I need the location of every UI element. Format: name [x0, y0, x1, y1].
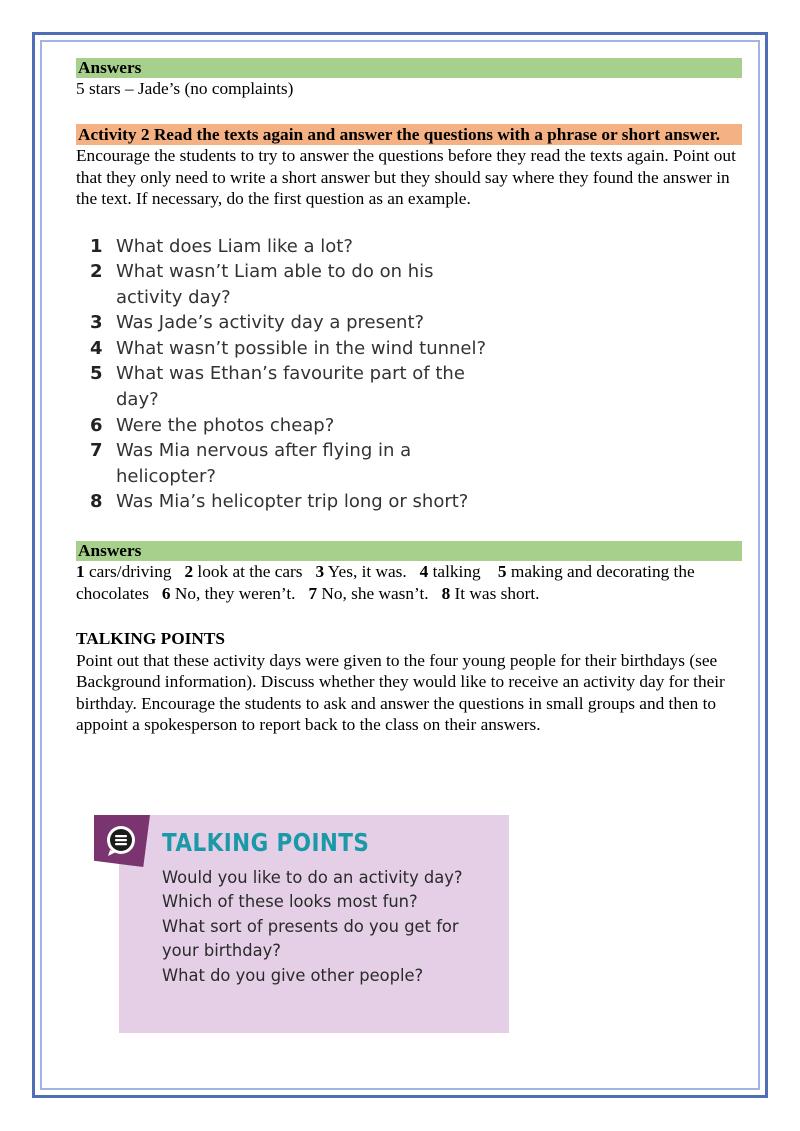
- question-item: [90, 361, 490, 412]
- speech-bubble-icon: [104, 824, 138, 858]
- question-item: [90, 489, 490, 515]
- question-text: Was Mia’s helicopter trip long or short?: [116, 491, 469, 513]
- activity-2-heading: Activity 2 Read the texts again and answer the questions with a phrase or short answer.: [76, 124, 742, 146]
- question-item: [90, 234, 490, 260]
- question-text: What wasn’t possible in the wind tunnel?: [116, 337, 487, 359]
- answers-text-2: 1 cars/driving 2 look at the cars 3 Yes, it was. 4 talking 5 making and decorating the chocolates 6 No, they weren’t. 7 No, she wasn’t. 8 It was short.: [76, 562, 700, 603]
- question-item: [90, 336, 490, 362]
- talking-points-text: Point out that these activity days were given to the four young people for their birthdays (see Background information). Discuss whether they would like to receive an activity day for their birthday. Encourage the students to ask and answer the questions in small groups and then to appoint a spokesperson to report back to the class on their answers.: [76, 650, 725, 735]
- question-text: What was Ethan’s favourite part of the day?: [116, 363, 465, 411]
- question-number: 7: [90, 440, 103, 462]
- question-text: What does Liam like a lot?: [116, 235, 353, 257]
- answers-heading-1: Answers: [76, 58, 742, 78]
- question-item: [90, 259, 490, 310]
- talking-point-item: What sort of presents do you get for your birthday?: [162, 916, 459, 962]
- question-number: 3: [90, 312, 103, 334]
- talking-point-item: Would you like to do an activity day?: [162, 868, 463, 888]
- answers-heading-2: Answers: [76, 541, 742, 561]
- question-number: 1: [90, 235, 103, 257]
- talking-points-card-title: TALKING POINTS: [162, 828, 370, 857]
- talking-points-heading: TALKING POINTS: [76, 629, 225, 649]
- question-item: [90, 310, 490, 336]
- talking-point-item: Which of these looks most fun?: [162, 892, 418, 913]
- question-text: Was Jade’s activity day a present?: [116, 312, 425, 334]
- question-text: Were the photos cheap?: [116, 414, 335, 436]
- activity-2-instructions: Encourage the students to try to answer the questions before they read the texts again. Point out that they only need to write a short answer but they should say where they found the answer in the text. If necessary, do the first question as an example.: [76, 146, 736, 208]
- question-number: 8: [90, 491, 103, 513]
- question-list: [90, 234, 490, 516]
- answers-text-1: 5 stars – Jade’s (no complaints): [76, 79, 294, 98]
- talking-point-item: What do you give other people?: [162, 965, 424, 986]
- document-content: [76, 58, 742, 736]
- talking-points-card-list: [162, 866, 502, 988]
- question-item: [90, 413, 490, 439]
- question-number: 4: [90, 337, 103, 359]
- question-number: 6: [90, 414, 103, 436]
- question-text: Was Mia nervous after flying in a helicopter?: [116, 440, 412, 487]
- question-item: [90, 438, 490, 489]
- question-number: 5: [90, 363, 103, 385]
- question-text: What wasn’t Liam able to do on his activity day?: [116, 261, 434, 308]
- question-number: 2: [90, 261, 103, 283]
